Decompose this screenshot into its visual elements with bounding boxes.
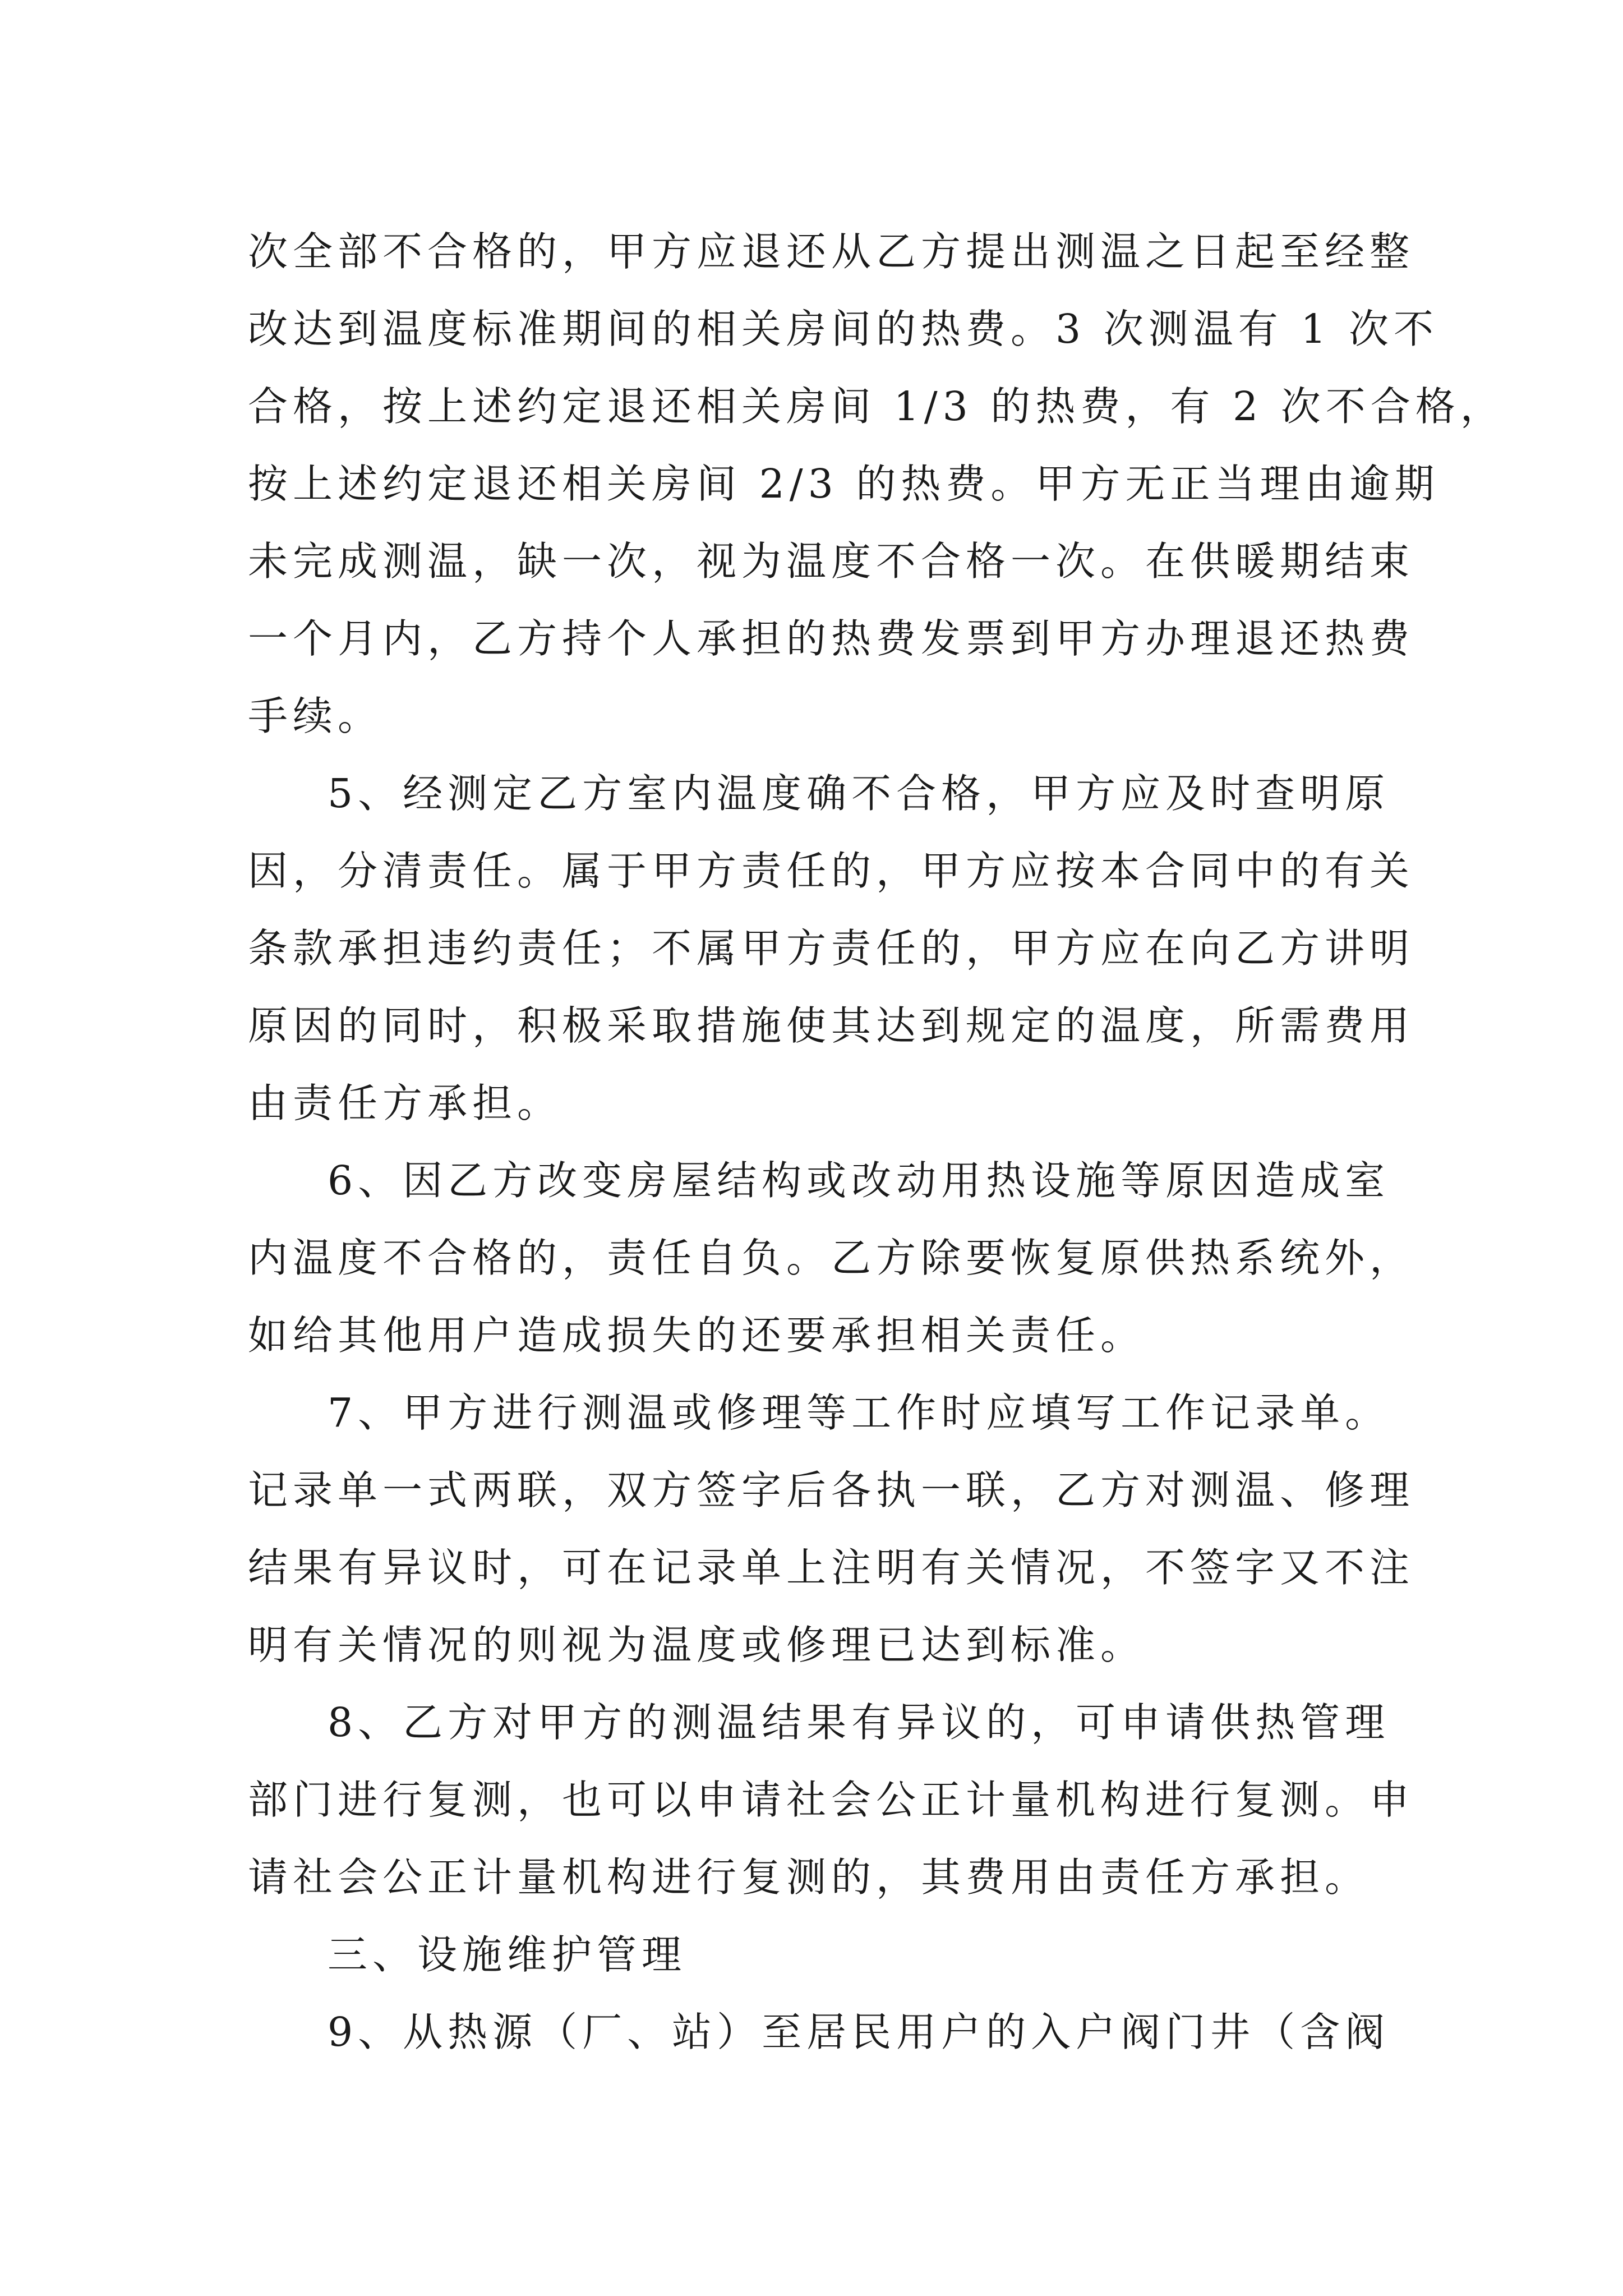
text-line: 内温度不合格的，责任自负。乙方除要恢复原供热系统外， bbox=[248, 1235, 1415, 1281]
text-line: 未完成测温，缺一次，视为温度不合格一次。在供暖期结束 bbox=[248, 538, 1415, 585]
text-line: 记录单一式两联，双方签字后各执一联，乙方对测温、修理 bbox=[248, 1467, 1415, 1513]
paragraph-start-line: 8、乙方对甲方的测温结果有异议的，可申请供热管理 bbox=[328, 1699, 1390, 1746]
text-line: 如给其他用户造成损失的还要承担相关责任。 bbox=[248, 1312, 1146, 1359]
paragraph-start-line: 7、甲方进行测温或修理等工作时应填写工作记录单。 bbox=[328, 1389, 1390, 1436]
text-line: 合格，按上述约定退还相关房间 1/3 的热费，有 2 次不合格， bbox=[248, 383, 1505, 430]
text-line: 因，分清责任。属于甲方责任的，甲方应按本合同中的有关 bbox=[248, 848, 1415, 894]
text-line: 次全部不合格的，甲方应退还从乙方提出测温之日起至经整 bbox=[248, 228, 1415, 275]
paragraph-start-line: 6、因乙方改变房屋结构或改动用热设施等原因造成室 bbox=[328, 1157, 1390, 1204]
text-line: 结果有异议时，可在记录单上注明有关情况，不签字又不注 bbox=[248, 1544, 1415, 1591]
paragraph-start-line: 5、经测定乙方室内温度确不合格，甲方应及时查明原 bbox=[328, 770, 1390, 817]
text-line: 请社会公正计量机构进行复测的，其费用由责任方承担。 bbox=[248, 1854, 1370, 1901]
paragraph-start-line: 9、从热源（厂、站）至居民用户的入户阀门井（含阀 bbox=[328, 2009, 1390, 2055]
text-line: 一个月内，乙方持个人承担的热费发票到甲方办理退还热费 bbox=[248, 615, 1415, 662]
section-heading: 三、设施维护管理 bbox=[328, 1931, 687, 1978]
document-body bbox=[248, 213, 1505, 2071]
text-line: 手续。 bbox=[248, 693, 383, 739]
text-line: 部门进行复测，也可以申请社会公正计量机构进行复测。申 bbox=[248, 1777, 1415, 1823]
text-line: 明有关情况的则视为温度或修理已达到标准。 bbox=[248, 1622, 1146, 1668]
text-line: 原因的同时，积极采取措施使其达到规定的温度，所需费用 bbox=[248, 1002, 1415, 1049]
text-line: 条款承担违约责任；不属甲方责任的，甲方应在向乙方讲明 bbox=[248, 925, 1415, 972]
text-line: 改达到温度标准期间的相关房间的热费。3 次测温有 1 次不 bbox=[248, 306, 1439, 352]
text-line: 由责任方承担。 bbox=[248, 1080, 562, 1126]
text-line: 按上述约定退还相关房间 2/3 的热费。甲方无正当理由逾期 bbox=[248, 461, 1440, 507]
